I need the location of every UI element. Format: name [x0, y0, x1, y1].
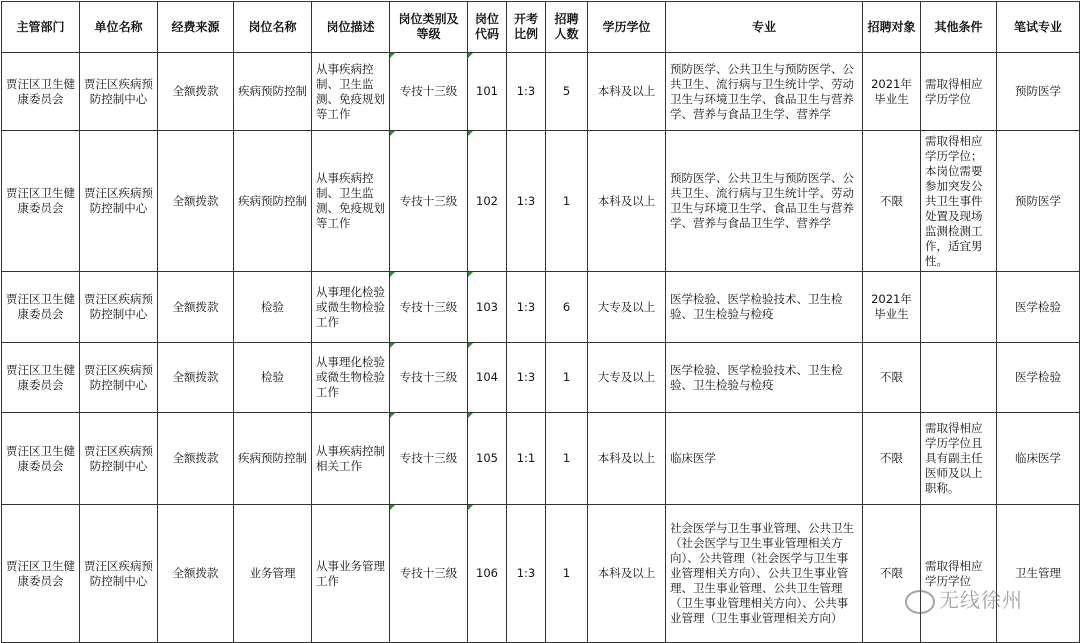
column-header: 岗位描述: [312, 2, 390, 53]
other-cell: 需取得相应学历学位且具有副主任医师及以上职称。: [921, 413, 997, 505]
ratio-cell: 1:3: [507, 505, 546, 643]
column-header: 主管部门: [2, 2, 80, 53]
major-cell: 预防医学、公共卫生与预防医学、公共卫生、流行病与卫生统计学、劳动卫生与环境卫生学、食品卫生与营养学、营养与食品卫生学、营养学: [666, 131, 863, 272]
dept-cell: 贾汪区卫生健康委员会: [2, 413, 80, 505]
desc-cell: 从事理化检验或微生物检验工作: [312, 343, 390, 413]
column-header: 专业: [666, 2, 863, 53]
table-row: [2, 505, 1080, 643]
other-cell: 需取得相应学历学位；本岗位需要参加突发公共卫生事件处置及现场监测检测工作，适宜男性。: [921, 131, 997, 272]
fund-cell: 全额拨款: [158, 505, 234, 643]
fund-cell: 全额拨款: [158, 343, 234, 413]
num-cell: 5: [546, 53, 588, 131]
watermark: [905, 584, 1023, 614]
post-cell: 疾病预防控制: [234, 53, 312, 131]
ratio-cell: 1:1: [507, 413, 546, 505]
table-header-row: [2, 2, 1080, 53]
column-header: 招聘对象: [863, 2, 921, 53]
code-cell: 106: [468, 505, 507, 643]
column-header: 岗位代码: [468, 2, 507, 53]
exam-cell: 卫生管理: [997, 505, 1080, 643]
recruitment-table: [1, 1, 1080, 643]
exam-cell: 预防医学: [997, 131, 1080, 272]
unit-cell: 贾汪区疾病预防控制中心: [80, 343, 158, 413]
code-cell: 102: [468, 131, 507, 272]
column-header: 招聘人数: [546, 2, 588, 53]
level-cell: 专技十三级: [390, 343, 468, 413]
ratio-cell: 1:3: [507, 53, 546, 131]
table-row: [2, 272, 1080, 343]
dept-cell: 贾汪区卫生健康委员会: [2, 505, 80, 643]
level-cell: 专技十三级: [390, 272, 468, 343]
num-cell: 1: [546, 505, 588, 643]
num-cell: 1: [546, 131, 588, 272]
unit-cell: 贾汪区疾病预防控制中心: [80, 413, 158, 505]
post-cell: 疾病预防控制: [234, 413, 312, 505]
table-row: [2, 53, 1080, 131]
dept-cell: 贾汪区卫生健康委员会: [2, 343, 80, 413]
table-row: [2, 131, 1080, 272]
wechat-icon: [905, 590, 935, 614]
column-header: 其他条件: [921, 2, 997, 53]
unit-cell: 贾汪区疾病预防控制中心: [80, 505, 158, 643]
exam-cell: 临床医学: [997, 413, 1080, 505]
num-cell: 1: [546, 343, 588, 413]
fund-cell: 全额拨款: [158, 131, 234, 272]
post-cell: 疾病预防控制: [234, 131, 312, 272]
dept-cell: 贾汪区卫生健康委员会: [2, 53, 80, 131]
column-header: 笔试专业: [997, 2, 1080, 53]
unit-cell: 贾汪区疾病预防控制中心: [80, 53, 158, 131]
level-cell: 专技十三级: [390, 413, 468, 505]
major-cell: 临床医学: [666, 413, 863, 505]
code-cell: 105: [468, 413, 507, 505]
exam-cell: 医学检验: [997, 272, 1080, 343]
ratio-cell: 1:3: [507, 343, 546, 413]
major-cell: 社会医学与卫生事业管理、公共卫生（社会医学与卫生事业管理相关方向）、公共管理（社会医学与卫生事业管理相关方向）、公共卫生事业管理、卫生事业管理、公共卫生管理（卫生事业管理相关方向）、公共事业管理（卫生事业管理相关方向）: [666, 505, 863, 643]
edu-cell: 本科及以上: [588, 505, 666, 643]
column-header: 单位名称: [80, 2, 158, 53]
other-cell: 需取得相应学历学位: [921, 505, 997, 643]
fund-cell: 全额拨款: [158, 413, 234, 505]
post-cell: 检验: [234, 343, 312, 413]
desc-cell: 从事理化检验或微生物检验工作: [312, 272, 390, 343]
edu-cell: 本科及以上: [588, 413, 666, 505]
dept-cell: 贾汪区卫生健康委员会: [2, 272, 80, 343]
target-cell: 2021年毕业生: [863, 53, 921, 131]
num-cell: 1: [546, 413, 588, 505]
other-cell: [921, 343, 997, 413]
other-cell: [921, 272, 997, 343]
post-cell: 业务管理: [234, 505, 312, 643]
target-cell: 不限: [863, 343, 921, 413]
watermark-text: 无线徐州: [939, 588, 1023, 612]
desc-cell: 从事疾病控制相关工作: [312, 413, 390, 505]
exam-cell: 预防医学: [997, 53, 1080, 131]
major-cell: 医学检验、医学检验技术、卫生检验、卫生检验与检疫: [666, 343, 863, 413]
column-header: 经费来源: [158, 2, 234, 53]
ratio-cell: 1:3: [507, 131, 546, 272]
edu-cell: 大专及以上: [588, 272, 666, 343]
unit-cell: 贾汪区疾病预防控制中心: [80, 131, 158, 272]
target-cell: 不限: [863, 505, 921, 643]
desc-cell: 从事疾病控制、卫生监测、免疫规划等工作: [312, 131, 390, 272]
code-cell: 104: [468, 343, 507, 413]
dept-cell: 贾汪区卫生健康委员会: [2, 131, 80, 272]
other-cell: 需取得相应学历学位: [921, 53, 997, 131]
column-header: 开考比例: [507, 2, 546, 53]
table-row: [2, 343, 1080, 413]
exam-cell: 医学检验: [997, 343, 1080, 413]
edu-cell: 本科及以上: [588, 131, 666, 272]
fund-cell: 全额拨款: [158, 272, 234, 343]
desc-cell: 从事疾病控制、卫生监测、免疫规划等工作: [312, 53, 390, 131]
level-cell: 专技十三级: [390, 53, 468, 131]
code-cell: 101: [468, 53, 507, 131]
unit-cell: 贾汪区疾病预防控制中心: [80, 272, 158, 343]
ratio-cell: 1:3: [507, 272, 546, 343]
post-cell: 检验: [234, 272, 312, 343]
fund-cell: 全额拨款: [158, 53, 234, 131]
desc-cell: 从事业务管理工作: [312, 505, 390, 643]
major-cell: 医学检验、医学检验技术、卫生检验、卫生检验与检疫: [666, 272, 863, 343]
major-cell: 预防医学、公共卫生与预防医学、公共卫生、流行病与卫生统计学、劳动卫生与环境卫生学、食品卫生与营养学、营养与食品卫生学、营养学: [666, 53, 863, 131]
column-header: 岗位名称: [234, 2, 312, 53]
column-header: 学历学位: [588, 2, 666, 53]
level-cell: 专技十三级: [390, 505, 468, 643]
target-cell: 不限: [863, 413, 921, 505]
target-cell: 2021年毕业生: [863, 272, 921, 343]
target-cell: 不限: [863, 131, 921, 272]
code-cell: 103: [468, 272, 507, 343]
table-row: [2, 413, 1080, 505]
num-cell: 6: [546, 272, 588, 343]
edu-cell: 本科及以上: [588, 53, 666, 131]
level-cell: 专技十三级: [390, 131, 468, 272]
column-header: 岗位类别及等级: [390, 2, 468, 53]
edu-cell: 大专及以上: [588, 343, 666, 413]
